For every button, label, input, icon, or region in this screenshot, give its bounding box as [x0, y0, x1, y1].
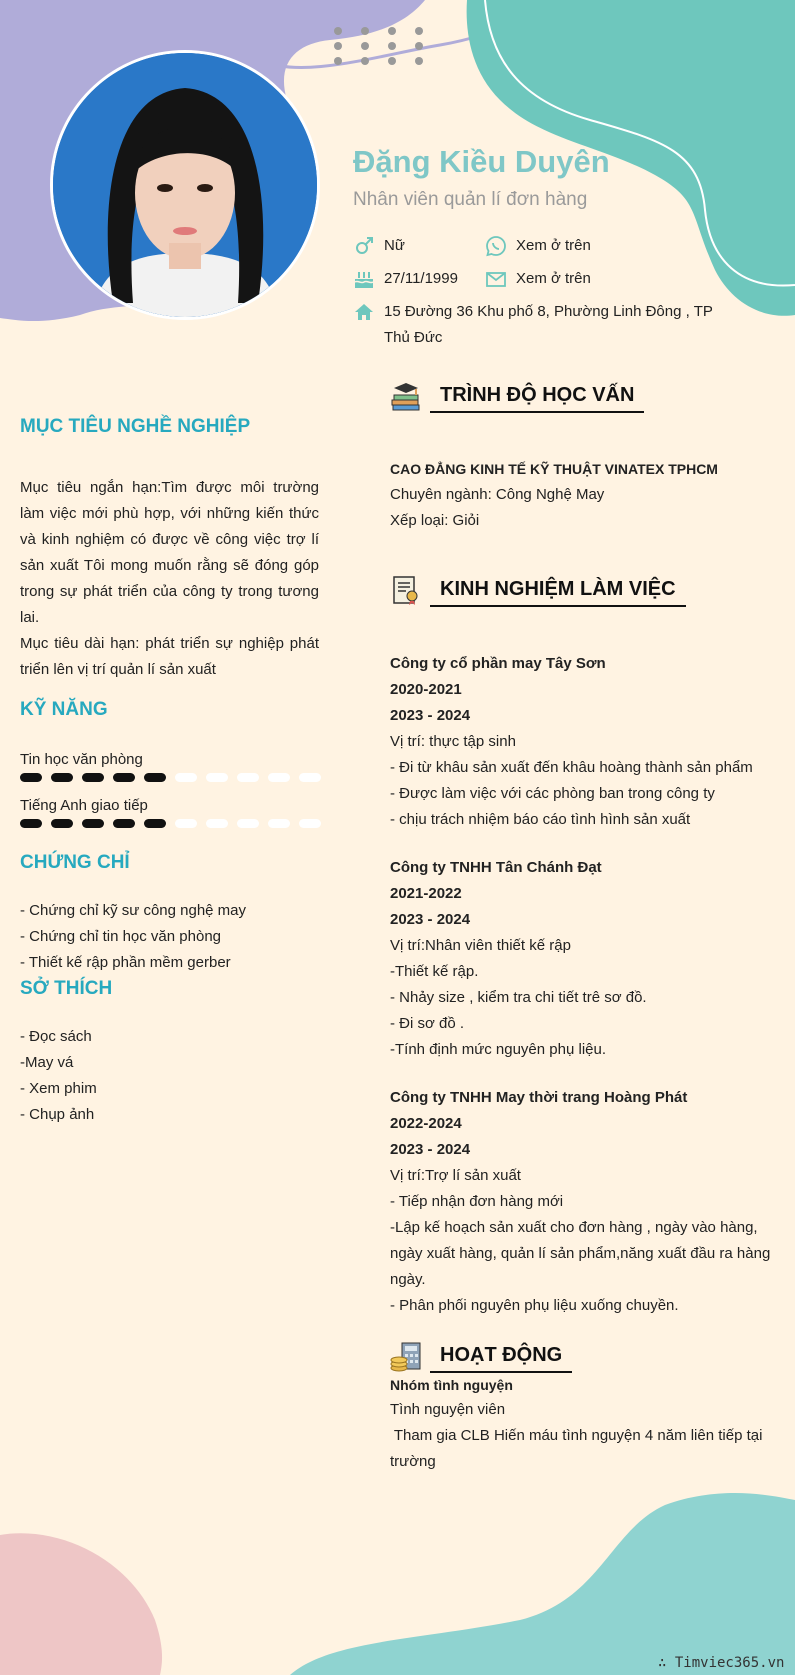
phone-field	[516, 233, 591, 259]
watermark: ∴ Timviec365.vn	[658, 1655, 785, 1671]
skill-segment-empty	[237, 773, 259, 782]
job-company: Công ty TNHH May thời trang Hoàng Phát	[390, 1089, 688, 1106]
job-company: Công ty cổ phần may Tây Sơn	[390, 655, 606, 672]
skill-level-bar-office	[20, 773, 320, 783]
skills-section	[20, 699, 319, 721]
certificates-title: CHỨNG CHỈ	[20, 852, 130, 873]
skill-segment-empty	[299, 819, 321, 828]
certificate-item: - Chứng chỉ kỹ sư công nghệ may	[20, 902, 247, 919]
job-line: - chịu trách nhiệm báo cáo tình hình sản xuất	[390, 811, 691, 828]
skill-segment-empty	[237, 819, 259, 828]
portrait-illustration	[53, 53, 317, 317]
job-line: - Tiếp nhận đơn hàng mới	[390, 1193, 564, 1210]
hobbies-title: SỞ THÍCH	[20, 978, 113, 999]
objective-title: MỤC TIÊU NGHỀ NGHIỆP	[20, 416, 251, 437]
skill-segment-filled	[144, 819, 166, 828]
job-line: Vị trí:Trợ lí sản xuất	[390, 1167, 521, 1184]
skill-segment-filled	[82, 819, 104, 828]
job-line: - Phân phối nguyên phụ liệu xuống chuyền.	[390, 1297, 679, 1314]
phone-value: Xem ở trên	[516, 237, 591, 254]
address-line-2: Thủ Đức	[384, 329, 443, 346]
job-line: - Được làm việc với các phòng ban trong công ty	[390, 785, 715, 802]
activity-group: Nhóm tình nguyện	[390, 1377, 513, 1393]
hobbies-section	[20, 978, 319, 1128]
candidate-name: Đặng Kiều Duyên	[353, 144, 610, 179]
hobby-item: - Xem phim	[20, 1080, 97, 1097]
job-period: 2023 - 2024	[390, 1141, 471, 1158]
hobby-item: - Đọc sách	[20, 1028, 92, 1045]
objective-long-term: Mục tiêu dài hạn: phát triển sự nghiệp phát triển lên vị trí quản lí sản xuất	[20, 635, 319, 678]
address-line-1: 15 Đường 36 Khu phố 8, Phường Linh Đông , TP	[384, 303, 713, 320]
skill-segment-filled	[144, 773, 166, 782]
activities-title: HOẠT ĐỘNG	[430, 1344, 572, 1373]
skill-segment-filled	[82, 773, 104, 782]
education-rank: Xếp loại: Giỏi	[390, 512, 480, 529]
skill-segment-empty	[268, 773, 290, 782]
job-line: - Đi từ khâu sản xuất đến khâu hoàng thành sản phẩm	[390, 759, 753, 776]
skill-segment-filled	[113, 773, 135, 782]
skill-segment-empty	[268, 819, 290, 828]
birthday-cake-icon	[353, 268, 375, 290]
gender-value: Nữ	[384, 237, 405, 254]
skills-title: KỸ NĂNG	[20, 699, 108, 720]
home-icon	[353, 301, 375, 323]
hobby-item: -May vá	[20, 1054, 74, 1071]
job-entry-2	[390, 855, 780, 1063]
activity-description-line-2: trường	[390, 1453, 436, 1470]
job-line: ngày.	[390, 1271, 426, 1288]
objective-section	[20, 416, 319, 683]
certificates-section	[20, 852, 319, 976]
books-icon	[390, 380, 422, 412]
coins-calculator-icon	[390, 1340, 422, 1372]
job-entry-1	[390, 651, 780, 833]
skill-segment-empty	[175, 819, 197, 828]
skill-name-english: Tiếng Anh giao tiếp	[20, 797, 148, 814]
email-value: Xem ở trên	[516, 270, 591, 287]
education-major: Chuyên ngành: Công Nghệ May	[390, 486, 605, 503]
job-line: -Lập kế hoạch sản xuất cho đơn hàng , ngày vào hàng,	[390, 1219, 758, 1236]
job-line: Vị trí:Nhân viên thiết kế rập	[390, 937, 571, 954]
job-line: - Nhảy size , kiểm tra chi tiết trê sơ đồ.	[390, 989, 647, 1006]
candidate-job-title: Nhân viên quản lí đơn hàng	[353, 189, 588, 210]
certificate-icon	[390, 574, 422, 606]
skill-segment-empty	[175, 773, 197, 782]
gender-icon	[353, 235, 375, 257]
job-period: 2020-2021	[390, 681, 462, 698]
profile-photo	[50, 50, 320, 320]
hobby-item: - Chụp ảnh	[20, 1106, 95, 1123]
skill-level-bar-english	[20, 819, 320, 829]
education-content	[390, 456, 780, 534]
job-line: ngày xuất hàng, quản lí sản phẩm,năng xuất đầu ra hàng	[390, 1245, 771, 1262]
skill-segment-filled	[20, 773, 42, 782]
skill-segment-empty	[206, 819, 228, 828]
certificate-item: - Thiết kế rập phần mềm gerber	[20, 954, 231, 971]
skill-segment-filled	[113, 819, 135, 828]
job-period: 2021-2022	[390, 885, 462, 902]
job-line: -Thiết kế rập.	[390, 963, 479, 980]
address-field	[384, 299, 714, 351]
skill-segment-filled	[20, 819, 42, 828]
objective-short-term: Mục tiêu ngắn hạn:Tìm được môi trường làm việc mới phù hợp, với những kiến thức và kinh nghiệm có được về công việc trợ lí sản xuất Tôi mong muốn rằng sẽ đóng góp trong sự phát triển của công ty trong tương lai.	[20, 479, 319, 626]
education-school: CAO ĐẲNG KINH TẾ KỸ THUẬT VINATEX TPHCM	[390, 461, 718, 477]
job-line: Vị trí: thực tập sinh	[390, 733, 516, 750]
education-title: TRÌNH ĐỘ HỌC VẤN	[430, 384, 644, 413]
experience-title: KINH NGHIỆM LÀM VIỆC	[430, 578, 686, 607]
skill-segment-filled	[51, 773, 73, 782]
skill-segment-empty	[206, 773, 228, 782]
envelope-icon	[485, 268, 507, 290]
birthday-field	[384, 266, 458, 292]
certificate-item: - Chứng chỉ tin học văn phòng	[20, 928, 221, 945]
activity-role: Tình nguyện viên	[390, 1401, 506, 1418]
activities-content	[390, 1375, 780, 1475]
whatsapp-icon	[485, 235, 507, 257]
birthday-value: 27/11/1999	[384, 270, 458, 287]
job-entry-3	[390, 1085, 780, 1319]
job-period: 2023 - 2024	[390, 707, 471, 724]
job-company: Công ty TNHH Tân Chánh Đạt	[390, 859, 602, 876]
skill-segment-empty	[299, 773, 321, 782]
dot-grid-decoration	[330, 24, 430, 74]
gender-field	[384, 233, 405, 259]
job-line: -Tính định mức nguyên phụ liệu.	[390, 1041, 606, 1058]
skill-name-office: Tin học văn phòng	[20, 751, 143, 768]
job-period: 2022-2024	[390, 1115, 462, 1132]
job-period: 2023 - 2024	[390, 911, 471, 928]
skill-segment-filled	[51, 819, 73, 828]
email-field	[516, 266, 591, 292]
activity-description-line-1: Tham gia CLB Hiến máu tình nguyện 4 năm liên tiếp tại	[390, 1427, 763, 1444]
job-line: - Đi sơ đồ .	[390, 1015, 465, 1032]
